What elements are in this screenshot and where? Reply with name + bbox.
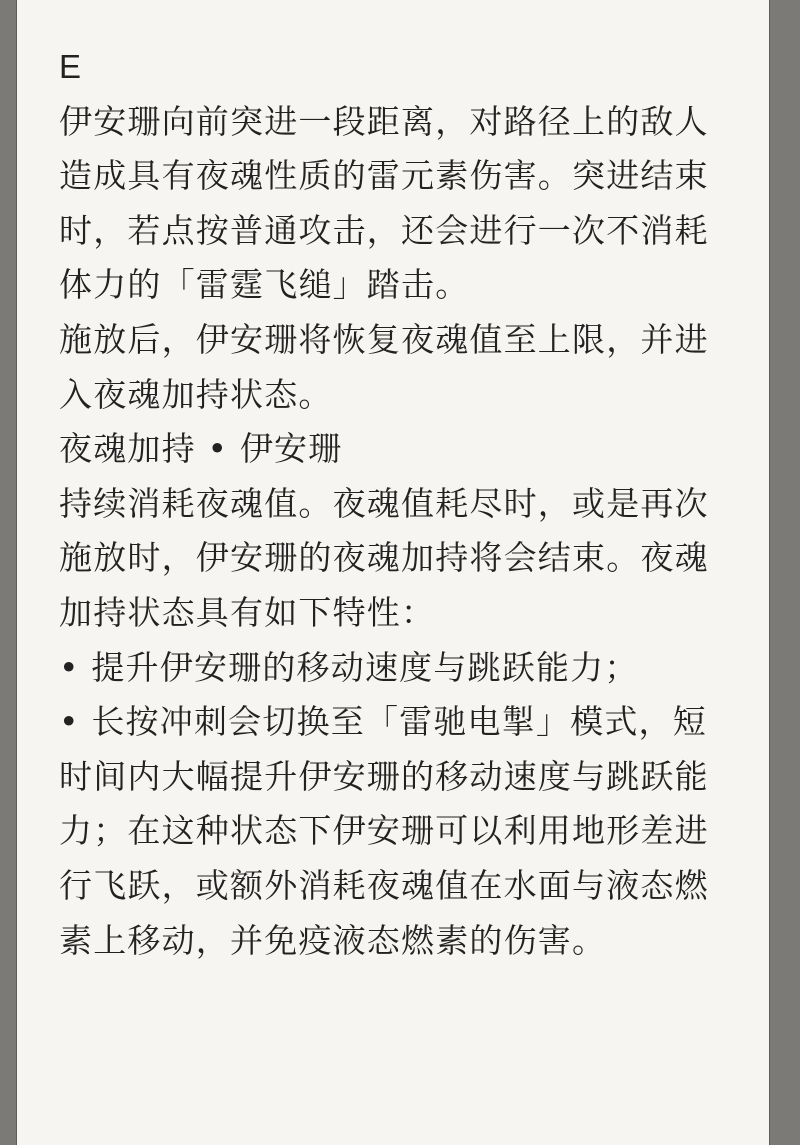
bullet-item-continuation: 行飞跃，或额外消耗夜魂值在水面与液态燃 [59,865,709,905]
description-line: 造成具有夜魂性质的雷元素伤害。突进结束 [59,156,709,196]
bullet-item: • 提升伊安珊的移动速度与跳跃能力； [59,647,639,687]
description-line: 施放时，伊安珊的夜魂加持将会结束。夜魂 [59,538,709,578]
bullet-item-continuation: 力；在这种状态下伊安珊可以利用地形差进 [59,811,709,851]
bullet-item-continuation: 时间内大幅提升伊安珊的移动速度与跳跃能 [59,756,709,796]
description-line: 施放后，伊安珊将恢复夜魂值至上限，并进 [59,319,709,359]
document-text [59,40,759,968]
bullet-item-continuation: 素上移动，并免疫液态燃素的伤害。 [59,920,607,960]
section-heading: 夜魂加持 • 伊安珊 [59,429,343,469]
document-page [16,0,770,1145]
description-line: 入夜魂加持状态。 [59,374,333,414]
description-line: 伊安珊向前突进一段距离，对路径上的敌人 [59,101,709,141]
description-line: 时，若点按普通攻击，还会进行一次不消耗 [59,210,709,250]
description-line: 加持状态具有如下特性： [59,592,436,632]
description-line: 体力的「雷霆飞缒」踏击。 [59,265,470,305]
skill-key-label: E [59,48,82,85]
description-line: 持续消耗夜魂值。夜魂值耗尽时，或是再次 [59,483,709,523]
bullet-item: • 长按冲刺会切换至「雷驰电掣」模式，短 [59,702,707,742]
